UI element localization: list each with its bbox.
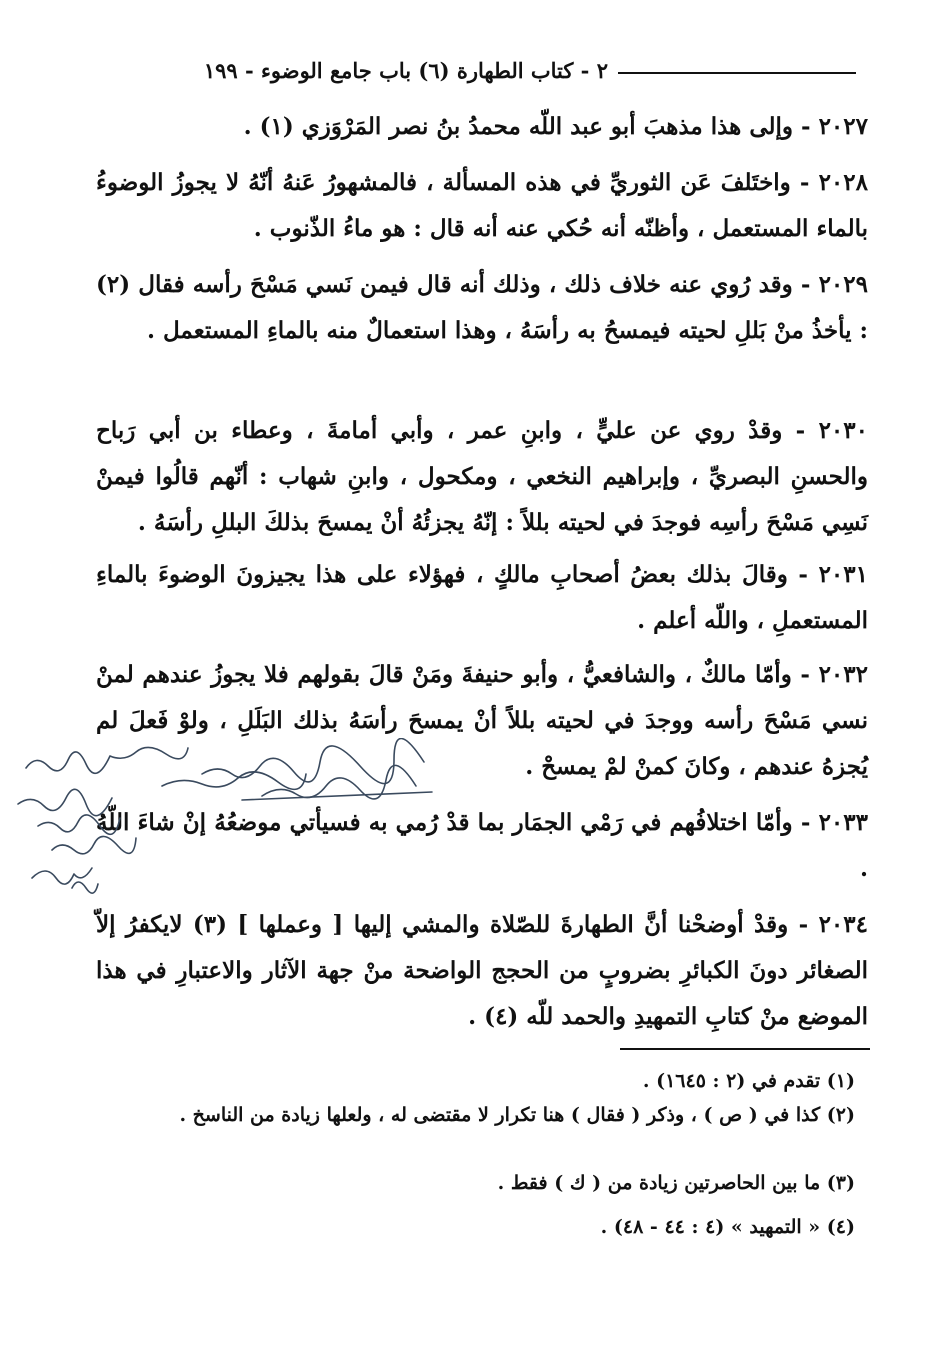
paragraph-text: - وإلى هذا مذهبَ أبو عبد اللّه محمدُ بنُ نصر المَرْوَزي (١) . — [243, 113, 811, 140]
paragraph-text: - وأمّا اختلافُهم في رَمْي الجمَار بما قدْ رُمي به فسيأتي موضعُهُ إنْ شاءَ اللّهُ . — [96, 809, 868, 882]
footnote-2: (٢) كذا في ( ص ) ، وذكر ( فقال ) هنا تكرار لا مقتضى له ، ولعلها زيادة من الناسخ . — [179, 1104, 855, 1126]
running-title: ٢ - كتاب الطهارة (٦) باب جامع الوضوء - ١٩٩ — [203, 58, 608, 83]
paragraph-text: - وقدْ روي عن عليٍّ ، وابنِ عمر ، وأبي أمامةَ ، وعطاء بن أبي رَباح والحسنِ البصريِّ ، وإبراهيم النخعي ، ومكحول ، وابنِ شهاب : أنّهم قالُوا فيمنْ نَسِي مَسْحَ رأسِه فوجدَ في لحيته بللاً : إنّهُ يجزئُهُ أنْ يمسحَ بذلكَ البللِ رأسَهُ . — [96, 417, 868, 536]
paragraph-2028 — [96, 160, 868, 252]
handwritten-scribble-icon — [12, 738, 482, 908]
paragraph-2030 — [96, 408, 868, 546]
paragraph-number: ٢٠٢٩ — [818, 271, 868, 298]
paragraph-text: - واختَلفَ عَن الثوريِّ في هذه المسألة ، فالمشهورُ عَنهُ أنّهُ لا يجوزُ الوضوءُ بالماء المستعمل ، وأظنّه أنه حُكي عنه أنه قال : هو ماءُ الذّنوب . — [96, 169, 868, 242]
running-header — [96, 58, 856, 92]
paragraph-number: ٢٠٣٠ — [818, 417, 868, 444]
footnote-4: (٤) « التمهيد » (٤ : ٤٤ - ٤٨) . — [600, 1216, 855, 1238]
footnote-3: (٣) ما بين الحاصرتين زيادة من ( ك ) فقط . — [497, 1172, 855, 1194]
handwritten-margin-note — [12, 738, 482, 908]
paragraph-text: - وقالَ بذلك بعضُ أصحابِ مالكٍ ، فهؤلاء على هذا يجيزونَ الوضوءَ بالماءِ المستعملِ ، واللّه أعلم . — [96, 561, 868, 634]
paragraph-number: ٢٠٣٤ — [818, 911, 868, 938]
paragraph-number: ٢٠٢٨ — [818, 169, 868, 196]
paragraph-text: - وقد رُوي عنه خلاف ذلك ، وذلك أنه قال فيمن نَسي مَسْحَ رأسه فقال (٢) : يأخذُ منْ بَللِ لحيته فيمسحُ به رأسَهُ ، وهذا استعمالٌ منه بالماءِ المستعمل . — [96, 271, 868, 344]
paragraph-number: ٢٠٢٧ — [818, 113, 868, 140]
paragraph-text: - وأمّا مالكٌ ، والشافعيُّ ، وأبو حنيفةَ ومَنْ قالَ بقولهم فلا يجوزُ عندهم لمنْ نسي مَسْحَ رأسه ووجدَ في لحيته بللاً أنْ يمسحَ رأسَهُ بذلك البَلَلِ ، ولوْ فَعلَ لم يُجزهُ عندهم ، وكانَ كمنْ لمْ يمسحْ . — [96, 661, 868, 780]
paragraph-2034 — [96, 902, 868, 1040]
header-rule — [618, 72, 856, 74]
footnote-separator — [620, 1048, 870, 1050]
paragraph-text: - وقدْ أوضحْنا أنَّ الطهارةَ للصّلاة والمشي إليها [ وعملها ] (٣) لايكفرُ إلاّ الصغائر دونَ الكبائرِ بضروبٍ من الحجج الواضحة منْ جهة الآثار والاعتبارِ في هذا الموضع منْ كتابِ التمهيدِ والحمد للّه (٤) . — [96, 911, 868, 1030]
paragraph-2027 — [96, 104, 868, 150]
paragraph-number: ٢٠٣١ — [818, 561, 868, 588]
paragraph-number: ٢٠٣٢ — [818, 661, 868, 688]
paragraph-2031 — [96, 552, 868, 644]
footnote-1: (١) تقدم في (٢ : ١٦٤٥) . — [642, 1070, 855, 1092]
paragraph-number: ٢٠٣٣ — [818, 809, 868, 836]
paragraph-2029 — [96, 262, 868, 354]
